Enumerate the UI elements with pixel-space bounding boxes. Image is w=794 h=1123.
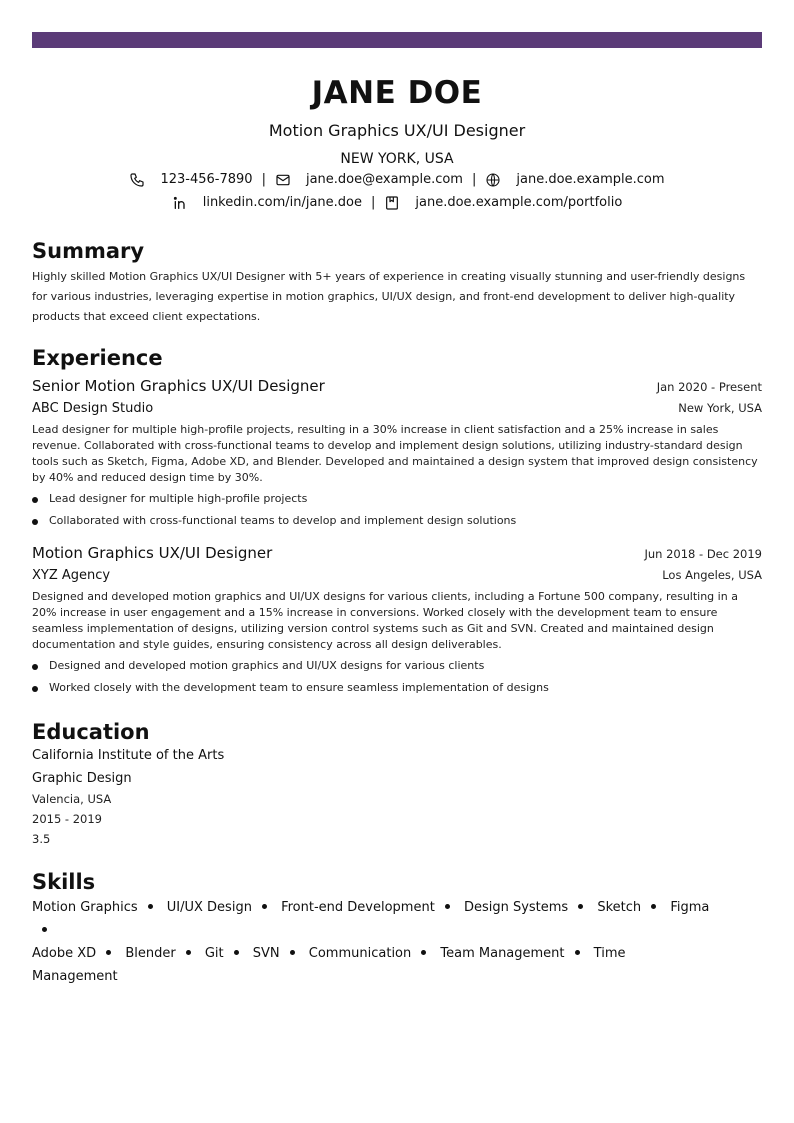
contact-separator: | — [261, 172, 266, 187]
education-dates: 2015 - 2019 — [32, 812, 102, 826]
education-heading: Education — [32, 720, 150, 744]
skill-separator-dot — [234, 950, 239, 955]
skill-item: Design Systems — [463, 900, 569, 915]
linkedin-link[interactable]: linkedin.com/in/jane.doe — [202, 195, 363, 210]
skill-separator-dot — [651, 904, 656, 909]
skill-item: Team Management — [440, 946, 565, 961]
job-title: Motion Graphics UX/UI Designer — [32, 544, 273, 562]
job-title: Senior Motion Graphics UX/UI Designer — [32, 377, 325, 395]
job-bullets — [32, 488, 762, 532]
company-name: ABC Design Studio — [32, 401, 154, 416]
skill-item: UI/UX Design — [166, 900, 252, 915]
accent-bar — [32, 32, 762, 48]
skill-item: Sketch — [597, 900, 642, 915]
job-dates: Jan 2020 - Present — [656, 380, 762, 394]
skill-item: SVN — [252, 946, 280, 961]
company-name: XYZ Agency — [32, 568, 111, 583]
globe-icon — [485, 172, 501, 188]
bullet-icon — [32, 664, 38, 670]
bullet-text: Collaborated with cross-functional teams to develop and implement design solutions — [49, 514, 517, 527]
bullet-text: Designed and developed motion graphics and UI/UX designs for various clients — [49, 659, 485, 672]
bullet-text: Lead designer for multiple high-profile projects — [49, 492, 308, 505]
list-item — [32, 488, 762, 510]
list-item — [32, 677, 762, 699]
email-contact — [275, 171, 463, 189]
education-field: Graphic Design — [32, 771, 132, 786]
skill-separator-dot — [42, 927, 47, 932]
job-entry — [32, 543, 762, 699]
job-description: Lead designer for multiple high-profile projects, resulting in a 30% increase in client satisfaction and a 25% increase in sales revenue. Collaborated with cross-functional teams to develop and implement design solutions, utilizing industry-standard design tools such as Sketch, Figma, Adobe XD, and Blender. Developed and maintained a design system that improved design consistency by 40% and reduced design time by 30%. — [32, 423, 758, 484]
portfolio-contact — [384, 194, 622, 212]
education-gpa: 3.5 — [32, 832, 51, 846]
job-description: Designed and developed motion graphics and UI/UX designs for various clients, including a Fortune 500 company, resulting in a 20% increase in user engagement and a 15% increase in conversions. Worked closely with the development team to ensure seamless implementation of designs, utilizing version control systems such as Git and SVN. Created and maintained design documentation and style guides, ensuring consistency across all design deliverables. — [32, 590, 738, 651]
job-location: Los Angeles, USA — [662, 568, 762, 582]
summary-text: Highly skilled Motion Graphics UX/UI Designer with 5+ years of experience in creating visually stunning and user-friendly designs for various industries, leveraging expertise in motion graphics, UI/UX design, and front-end development to deliver high-quality products that exceed client expectations. — [32, 270, 746, 323]
skill-item: Communication — [308, 946, 412, 961]
contact-row-primary — [32, 171, 762, 189]
phone-icon — [129, 172, 145, 188]
email-address[interactable]: jane.doe@example.com — [305, 172, 463, 187]
skill-separator-dot — [106, 950, 111, 955]
website-contact — [485, 171, 664, 189]
skill-item: Motion Graphics — [32, 900, 138, 915]
skill-separator-dot — [148, 904, 153, 909]
list-item — [32, 655, 762, 677]
contact-row-secondary — [32, 194, 762, 212]
bullet-icon — [32, 497, 38, 503]
skill-item: Time Management — [32, 946, 626, 984]
skill-separator-dot — [186, 950, 191, 955]
candidate-location: NEW YORK, USA — [340, 151, 454, 167]
mail-icon — [275, 172, 291, 188]
candidate-title: Motion Graphics UX/UI Designer — [268, 121, 526, 140]
summary-heading: Summary — [32, 239, 145, 263]
skill-item: Git — [204, 946, 224, 961]
contact-separator: | — [371, 195, 376, 210]
skill-item: Adobe XD — [32, 946, 97, 961]
experience-heading: Experience — [32, 346, 163, 370]
skill-item: Front-end Development — [281, 900, 435, 915]
list-item — [32, 510, 762, 532]
phone-contact — [129, 171, 252, 189]
portfolio-icon — [384, 195, 400, 211]
website-link[interactable]: jane.doe.example.com — [516, 172, 665, 187]
skill-item: Blender — [125, 946, 176, 961]
skills-heading: Skills — [32, 870, 96, 894]
linkedin-contact — [172, 194, 362, 212]
education-location: Valencia, USA — [32, 792, 112, 806]
job-dates: Jun 2018 - Dec 2019 — [644, 547, 762, 561]
phone-number[interactable]: 123-456-7890 — [160, 172, 253, 187]
skill-separator-dot — [578, 904, 583, 909]
bullet-text: Worked closely with the development team to ensure seamless implementation of designs — [49, 681, 549, 694]
job-location: New York, USA — [678, 401, 762, 415]
skill-separator-dot — [445, 904, 450, 909]
resume-page — [32, 32, 762, 988]
bullet-icon — [32, 686, 38, 692]
bullet-icon — [32, 519, 38, 525]
candidate-name: JANE DOE — [311, 75, 483, 111]
job-bullets — [32, 655, 762, 699]
skill-separator-dot — [290, 950, 295, 955]
skill-separator-dot — [575, 950, 580, 955]
education-school: California Institute of the Arts — [32, 748, 225, 763]
contact-separator: | — [471, 172, 477, 187]
linkedin-icon — [172, 195, 188, 211]
skill-separator-dot — [262, 904, 267, 909]
job-entry — [32, 376, 762, 532]
skill-item: Figma — [670, 900, 710, 915]
skill-separator-dot — [421, 950, 426, 955]
portfolio-link[interactable]: jane.doe.example.com/portfolio — [415, 195, 623, 210]
resume-header — [32, 75, 762, 212]
skills-list — [32, 896, 712, 988]
